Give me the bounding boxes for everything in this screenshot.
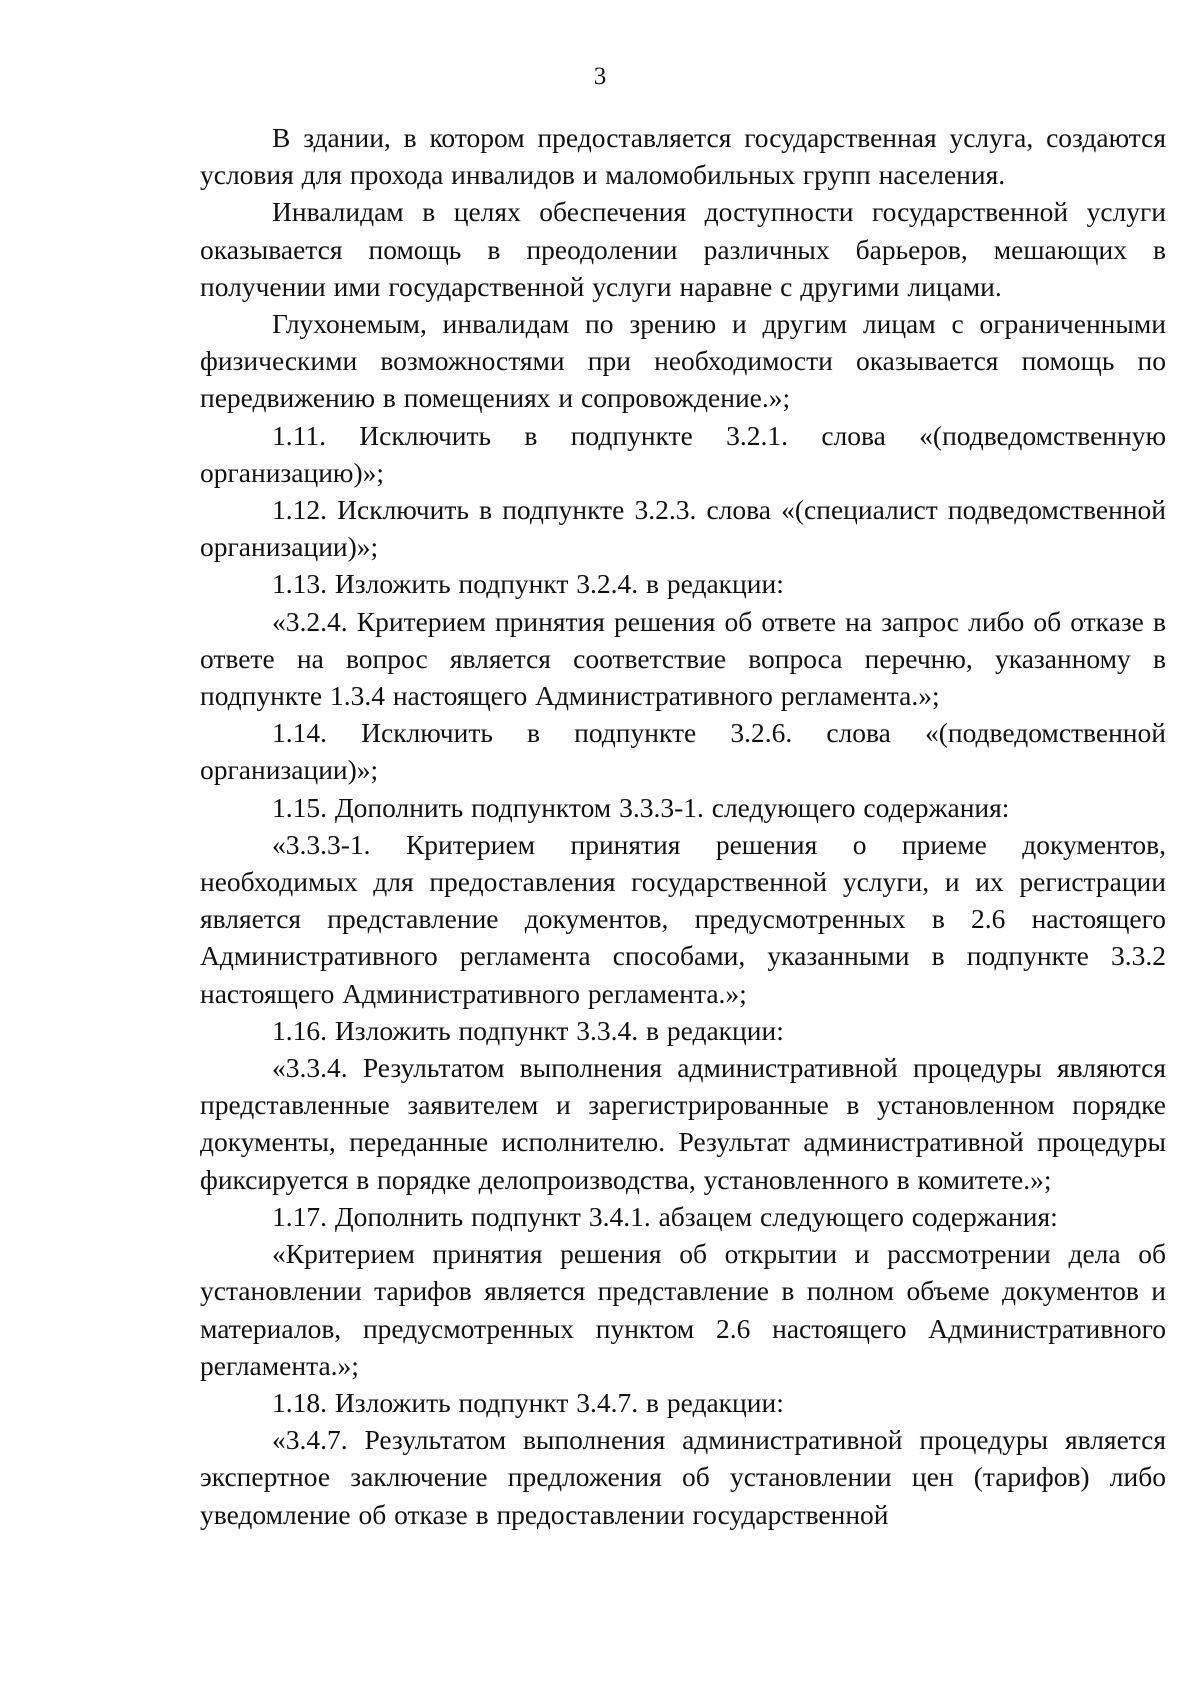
item-1-18: 1.18. Изложить подпункт 3.4.7. в редакции: — [272, 1386, 784, 1418]
quote-3-4-1-addition: «Критерием принятия решения об открытии и рассмотрении дела об установлении тарифов является представление в полном объеме документов и материалов, предусмотренных пунктом 2.6 настоящего Административного регламента.»; — [200, 1238, 1166, 1381]
quote-3-3-4: «3.3.4. Результатом выполнения административной процедуры являются представленные заявителем и зарегистрированные в установленном порядке документы, переданные исполнителю. Результат административной процедуры фиксируется в порядке делопроизводства, установленного в комитете.»; — [200, 1052, 1166, 1195]
quote-3-3-3-1: «3.3.3-1. Критерием принятия решения о приеме документов, необходимых для предоставления государственной услуги, и их регистрации является представление документов, предусмотренных в 2.6 настоящего Административного регламента способами, указанными в подпункте 3.3.2 настоящего Административного регламента.»; — [200, 828, 1166, 1009]
item-1-13: 1.13. Изложить подпункт 3.2.4. в редакции: — [272, 568, 784, 600]
quote-3-2-4: «3.2.4. Критерием принятия решения об ответе на запрос либо об отказе в ответе на вопрос является соответствие вопроса перечню, указанному в подпункте 1.3.4 настоящего Административного регламента.»; — [200, 605, 1166, 712]
item-1-11: 1.11. Исключить в подпункте 3.2.1. слова «(подведомственную организацию)»; — [200, 419, 1166, 488]
quote-3-4-7: «3.4.7. Результатом выполнения административной процедуры является экспертное заключение предложения об установлении цен (тарифов) либо уведомление об отказе в предоставлении государственной — [200, 1424, 1166, 1530]
paragraph-building-conditions: В здании, в котором предоставляется государственная услуга, создаются условия для прохода инвалидов и маломобильных групп населения. — [200, 122, 1166, 191]
item-1-16: 1.16. Изложить подпункт 3.3.4. в редакции: — [272, 1014, 784, 1046]
item-1-12: 1.12. Исключить в подпункте 3.2.3. слова «(специалист подведомственной организации)»; — [200, 494, 1166, 563]
paragraph-disabled-assistance: Инвалидам в целях обеспечения доступности государственной услуги оказывается помощь в преодолении различных барьеров, мешающих в получении ими государственной услуги наравне с другими лицами. — [200, 196, 1166, 302]
page-number: 3 — [593, 63, 607, 90]
paragraph-deaf-assistance: Глухонемым, инвалидам по зрению и другим лицам с ограниченными физическими возможностями при необходимости оказывается помощь по передвижению в помещениях и сопровождение.»; — [200, 308, 1166, 414]
item-1-14: 1.14. Исключить в подпункте 3.2.6. слова «(подведомственной организации)»; — [200, 717, 1166, 786]
document-body — [200, 119, 1166, 1533]
item-1-15: 1.15. Дополнить подпунктом 3.3.3-1. следующего содержания: — [272, 791, 1010, 823]
item-1-17: 1.17. Дополнить подпункт 3.4.1. абзацем следующего содержания: — [272, 1200, 1058, 1232]
